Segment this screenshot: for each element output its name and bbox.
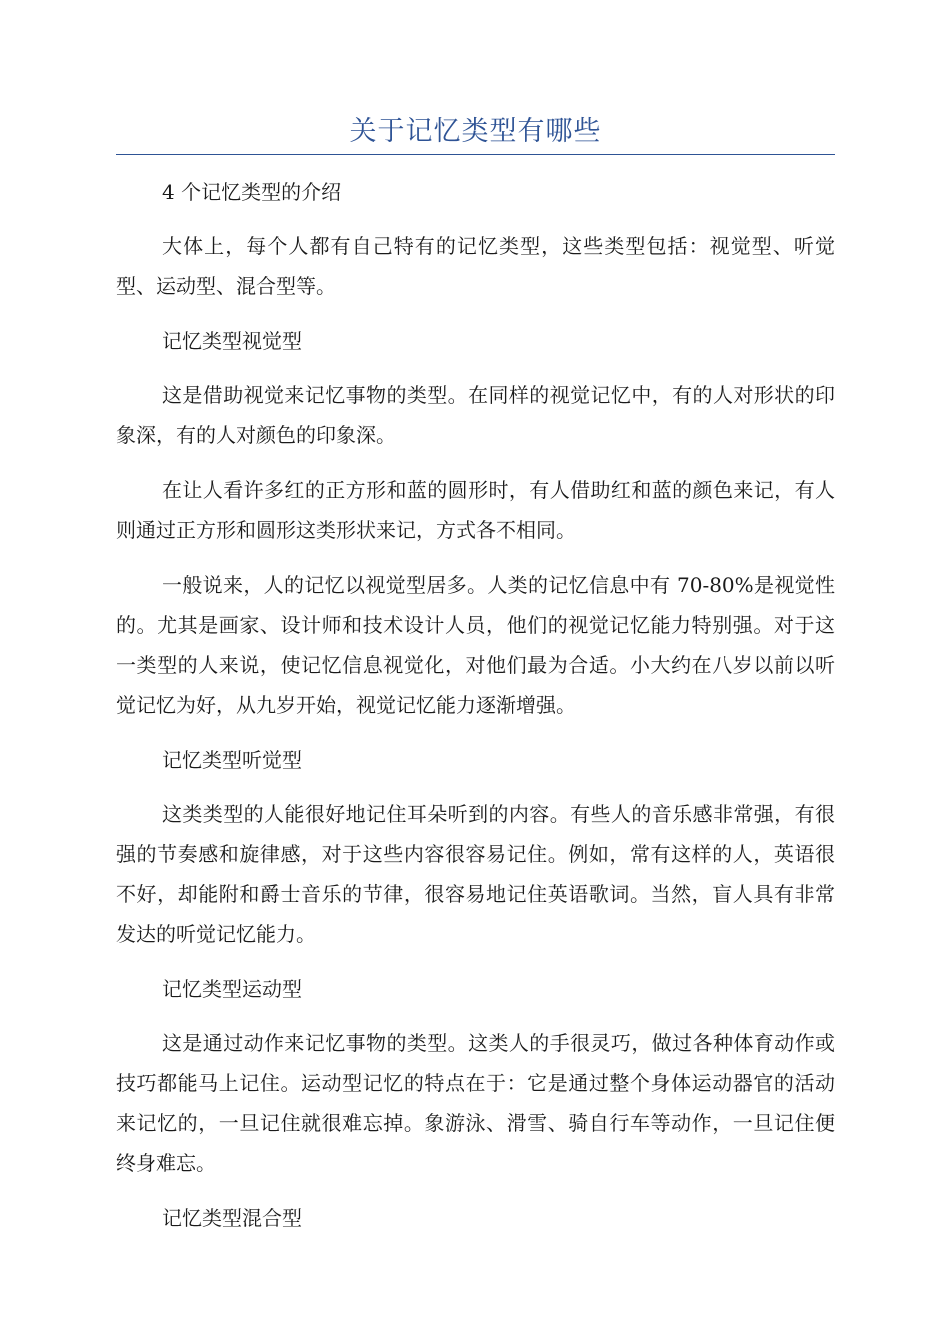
visual-paragraph-2: 在让人看许多红的正方形和蓝的圆形时，有人借助红和蓝的颜色来记，有人则通过正方形和圆形这类形状来记，方式各不相同。 [116, 478, 835, 542]
auditory-paragraph: 这类类型的人能很好地记住耳朵听到的内容。有些人的音乐感非常强，有很强的节奏感和旋律感，对于这些内容很容易记住。例如，常有这样的人，英语很不好，却能附和爵士音乐的节律，很容易地记住英语歌词。当然，盲人具有非常发达的听觉记忆能力。 [116, 802, 835, 946]
title-underline [116, 154, 835, 155]
document-title: 关于记忆类型有哪些 [349, 116, 602, 147]
document-body [116, 172, 835, 1252]
section-visual-heading: 记忆类型视觉型 [162, 329, 302, 353]
intro-paragraph: 大体上，每个人都有自己特有的记忆类型，这些类型包括：视觉型、听觉型、运动型、混合型等。 [116, 234, 835, 298]
section-intro-heading: 4 个记忆类型的介绍 [162, 180, 342, 204]
motor-paragraph: 这是通过动作来记忆事物的类型。这类人的手很灵巧，做过各种体育动作或技巧都能马上记住。运动型记忆的特点在于：它是通过整个身体运动器官的活动来记忆的，一旦记住就很难忘掉。象游泳、滑雪、骑自行车等动作，一旦记住便终身难忘。 [116, 1031, 835, 1175]
section-motor-heading: 记忆类型运动型 [162, 977, 302, 1001]
section-auditory-heading: 记忆类型听觉型 [162, 748, 302, 772]
section-mixed-heading: 记忆类型混合型 [162, 1206, 302, 1230]
visual-paragraph-3: 一般说来，人的记忆以视觉型居多。人类的记忆信息中有 70-80%是视觉性的。尤其是画家、设计师和技术设计人员，他们的视觉记忆能力特别强。对于这一类型的人来说，使记忆信息视觉化，对他们最为合适。小大约在八岁以前以听觉记忆为好，从九岁开始，视觉记忆能力逐渐增强。 [116, 573, 835, 717]
visual-paragraph-1: 这是借助视觉来记忆事物的类型。在同样的视觉记忆中，有的人对形状的印象深，有的人对颜色的印象深。 [116, 383, 835, 447]
